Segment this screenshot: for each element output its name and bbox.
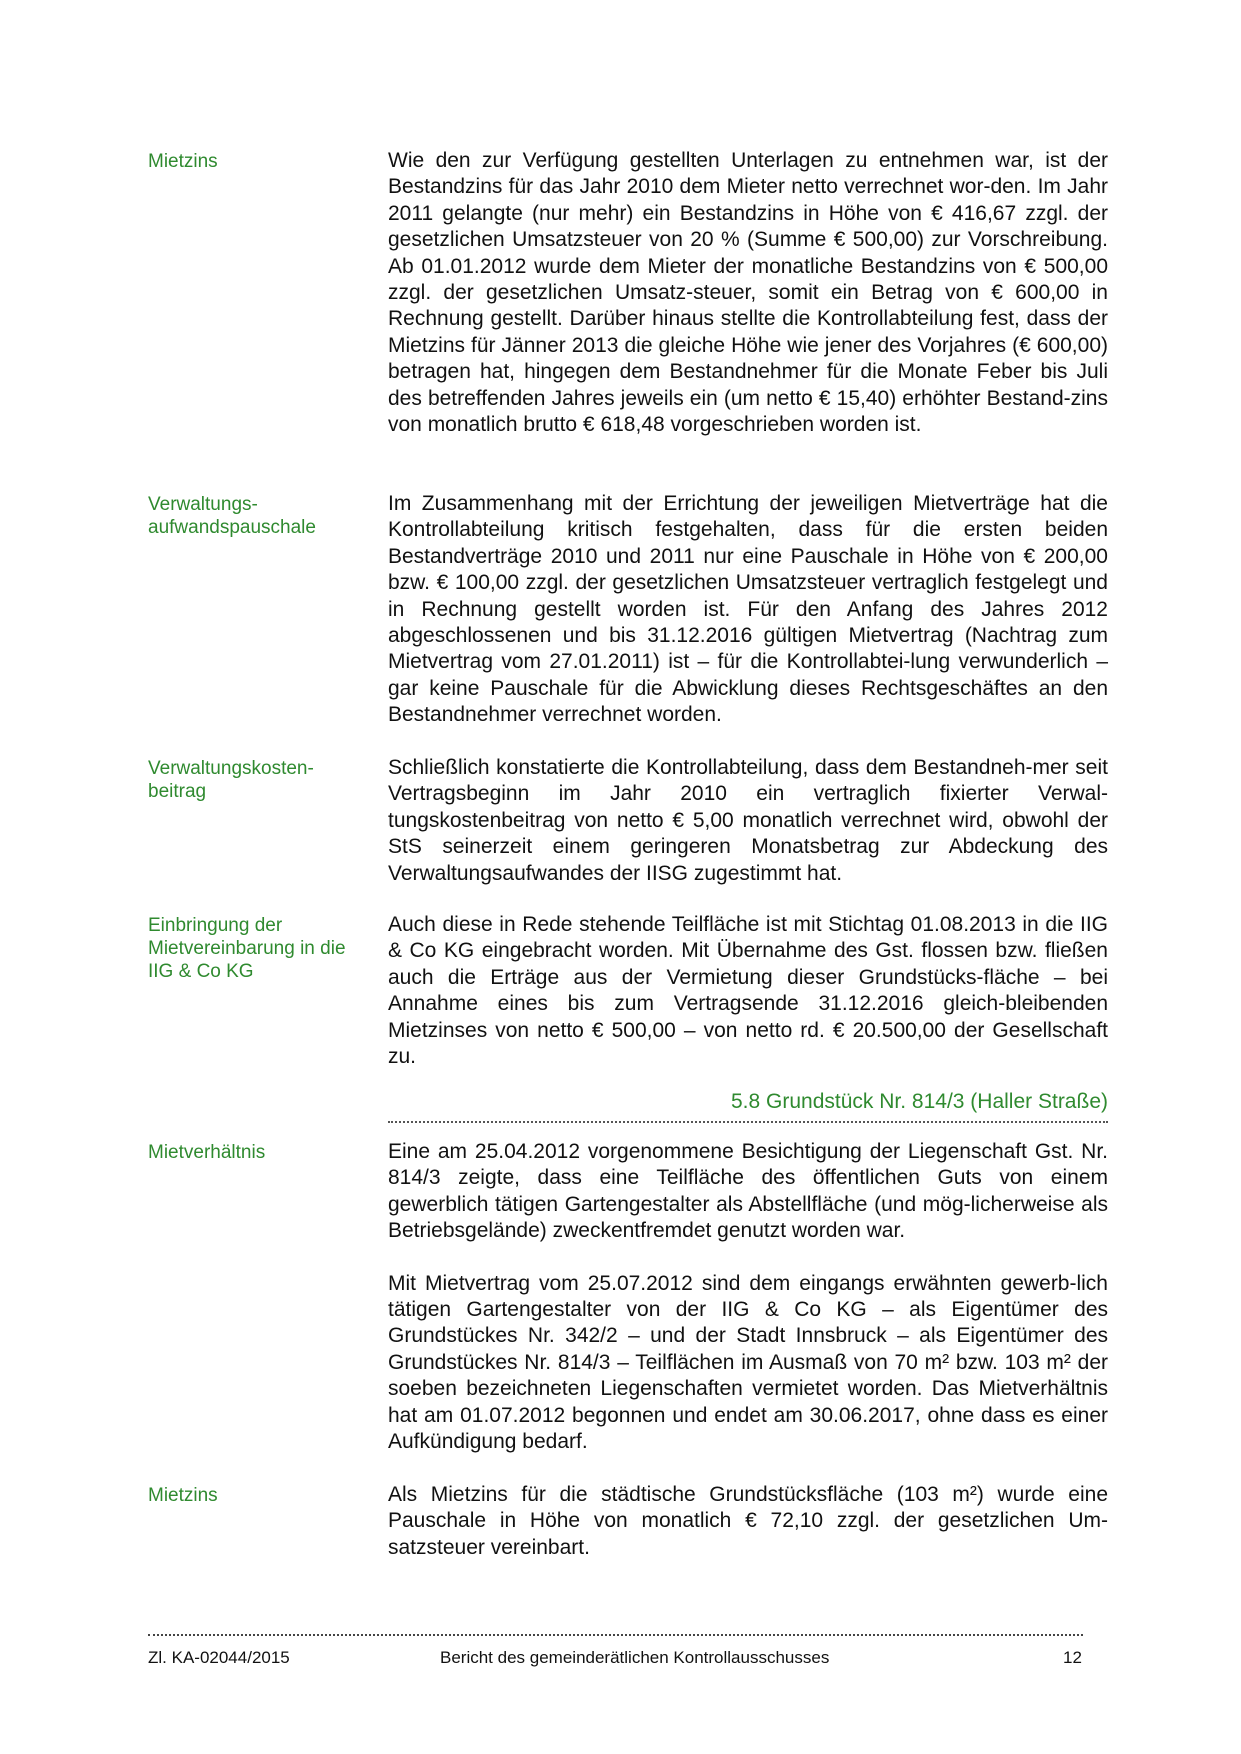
margin-label <box>148 757 373 803</box>
page-number: 12 <box>1063 1648 1082 1667</box>
section-mietzins-2 <box>148 1482 1108 1561</box>
margin-label-line: Mietverhältnis <box>148 1142 266 1163</box>
footer-reference: Zl. KA-02044/2015 <box>148 1648 290 1667</box>
body-text <box>388 912 1108 1070</box>
body-text <box>388 1482 1108 1561</box>
footer-divider <box>148 1634 1083 1636</box>
margin-label <box>148 914 373 983</box>
section-einbringung <box>148 912 1108 1070</box>
margin-label-line: Mietzins <box>148 151 218 172</box>
margin-label <box>148 150 373 173</box>
margin-label-line: Mietzins <box>148 1485 218 1506</box>
body-text <box>388 755 1108 887</box>
margin-label <box>148 1141 373 1164</box>
margin-label-line: Verwaltungs- <box>148 494 258 515</box>
paragraph: Als Mietzins für die städtische Grundstücksfläche (103 m²) wurde eine Pauschale in Höhe von monatlich € 72,10 zzgl. der gesetzlichen Um-satzsteuer vereinbart. <box>388 1483 1108 1559</box>
margin-label-line: Einbringung der <box>148 915 283 936</box>
margin-label-line: Verwaltungskosten- <box>148 758 314 779</box>
paragraph: Im Zusammenhang mit der Errichtung der jeweiligen Mietverträge hat die Kontrollabteilung kritisch festgehalten, dass für die ersten beiden Bestandverträge 2010 und 2011 nur eine Pauschale in Höhe von € 200,00 bzw. € 100,00 zzgl. der gesetzlichen Umsatzsteuer vertraglich festgelegt und in Rechnung gestellt worden ist. Für den Anfang des Jahres 2012 abgeschlossenen und bis 31.12.2016 gültigen Mietvertrag (Nachtrag zum Mietvertrag vom 27.01.2011) ist – für die Kontrollabtei-lung verwunderlich – gar keine Pauschale für die Abwicklung dieses Rechtsgeschäftes an den Bestandnehmer verrechnet worden. <box>388 492 1108 727</box>
footer-title: Bericht des gemeinderätlichen Kontrollausschusses <box>440 1648 830 1667</box>
margin-label-line: IIG & Co KG <box>148 961 254 982</box>
paragraph: Auch diese in Rede stehende Teilfläche ist mit Stichtag 01.08.2013 in die IIG & Co KG eingebracht worden. Mit Übernahme des Gst. flossen bzw. fließen auch die Erträge aus der Vermietung dieser Grundstücks-fläche – bei Annahme eines bis zum Vertragsende 31.12.2016 gleich-bleibenden Mietzinses von netto € 500,00 – von netto rd. € 20.500,00 der Gesellschaft zu. <box>388 913 1108 1069</box>
margin-label <box>148 1484 373 1507</box>
body-text <box>388 491 1108 729</box>
margin-label-line: aufwandspauschale <box>148 517 316 538</box>
section-verwaltungsaufwandspauschale <box>148 491 1108 729</box>
section-verwaltungskostenbeitrag <box>148 755 1108 887</box>
paragraph: Schließlich konstatierte die Kontrollabteilung, dass dem Bestandneh-mer seit Vertragsbeginn im Jahr 2010 ein vertraglich fixierter Verwal-tungskostenbeitrag von netto € 5,00 monatlich verrechnet wird, obwohl der StS seinerzeit einem geringeren Monatsbetrag zur Abdeckung des Verwaltungsaufwandes der IISG zugestimmt hat. <box>388 756 1108 885</box>
body-text <box>388 148 1108 438</box>
paragraph: Eine am 25.04.2012 vorgenommene Besichtigung der Liegenschaft Gst. Nr. 814/3 zeigte, dass eine Teilfläche des öffentlichen Guts von einem gewerblich tätigen Gartengestalter als Abstellfläche (und mög-licherweise als Betriebsgelände) zweckentfremdet genutzt worden war. <box>388 1140 1108 1243</box>
paragraph: Mit Mietvertrag vom 25.07.2012 sind dem eingangs erwähnten gewerb-lich tätigen Gartengestalter von der IIG & Co KG – als Eigentümer des Grundstückes Nr. 342/2 – und der Stadt Innsbruck – als Eigentümer des Grundstückes Nr. 814/3 – Teilflächen im Ausmaß von 70 m² bzw. 103 m² der soeben bezeichneten Liegenschaften vermietet worden. Das Mietverhältnis hat am 01.07.2012 begonnen und endet am 30.06.2017, ohne dass es einer Aufkündigung bedarf. <box>388 1271 1108 1454</box>
margin-label-line: beitrag <box>148 781 207 802</box>
section-mietzins-1 <box>148 148 1108 438</box>
margin-label-line: Mietvereinbarung in die <box>148 938 346 959</box>
section-mietverhaeltnis <box>148 1139 1108 1455</box>
body-text <box>388 1139 1108 1455</box>
paragraph: Wie den zur Verfügung gestellten Unterlagen zu entnehmen war, ist der Bestandzins für das Jahr 2010 dem Mieter netto verrechnet wor-den. Im Jahr 2011 gelangte (nur mehr) ein Bestandzins in Höhe von € 416,67 zzgl. der gesetzlichen Umsatzsteuer von 20 % (Summe € 500,00) zur Vorschreibung. Ab 01.01.2012 wurde dem Mieter der monatliche Bestandzins von € 500,00 zzgl. der gesetzlichen Umsatz-steuer, somit ein Betrag von € 600,00 in Rechnung gestellt. Darüber hinaus stellte die Kontrollabteilung fest, dass der Mietzins für Jänner 2013 die gleiche Höhe wie jener des Vorjahres (€ 600,00) betragen hat, hingegen dem Bestandnehmer für die Monate Feber bis Juli des betreffenden Jahres jeweils ein (um netto € 15,40) erhöhter Bestand-zins von monatlich brutto € 618,48 vorgeschrieben worden ist. <box>388 149 1108 437</box>
section-heading: 5.8 Grundstück Nr. 814/3 (Haller Straße) <box>388 1089 1108 1123</box>
margin-label <box>148 493 373 539</box>
